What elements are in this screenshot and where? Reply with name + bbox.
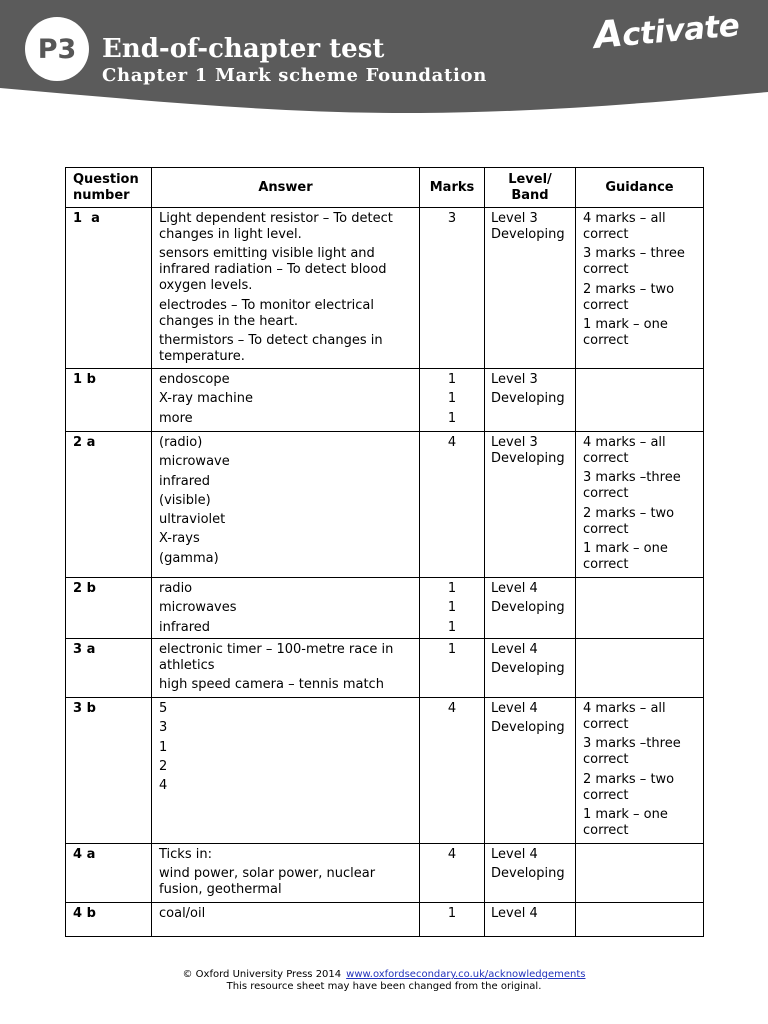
guidance-text: 2 marks – two correct xyxy=(583,281,675,313)
question-number-cell xyxy=(66,369,152,432)
marks-cell xyxy=(420,208,485,369)
level-band-cell xyxy=(485,208,576,369)
table-row-2b xyxy=(66,578,704,639)
table-row-2a xyxy=(66,432,704,578)
level-band-cell xyxy=(485,844,576,903)
guidance-cell xyxy=(576,369,704,432)
question-number: 1 b xyxy=(73,372,96,387)
level-band-text: Level 3 xyxy=(491,372,538,387)
question-number-cell xyxy=(66,432,152,578)
guidance-text: 4 marks – all correct xyxy=(583,211,666,242)
page-title: End-of-chapter test xyxy=(102,34,385,64)
marks-value: 1 xyxy=(447,600,457,616)
answer-line: 1 xyxy=(159,739,168,755)
guidance-text: 3 marks –three correct xyxy=(583,736,681,768)
level-band-text: Developing xyxy=(491,391,565,407)
answer-line: 5 xyxy=(159,701,168,716)
chapter-badge: P3 xyxy=(25,17,89,81)
answer-cell xyxy=(152,698,420,844)
marks-cell xyxy=(420,369,485,432)
table-header-row xyxy=(66,168,704,208)
table-row-1a xyxy=(66,208,704,369)
question-number: 2 b xyxy=(73,581,96,596)
answer-line: 4 xyxy=(159,778,168,794)
answer-line: (visible) xyxy=(159,492,211,508)
level-band-text: Developing xyxy=(491,720,565,736)
answer-line: (radio) xyxy=(159,435,203,450)
guidance-text: 3 marks – three correct xyxy=(583,246,685,278)
answer-line: X-rays xyxy=(159,531,200,547)
marks-value: 1 xyxy=(447,642,457,657)
answer-cell xyxy=(152,578,420,639)
answer-line: 3 xyxy=(159,720,168,736)
guidance-cell xyxy=(576,844,704,903)
level-band-text: Developing xyxy=(491,866,565,882)
question-number-cell xyxy=(66,844,152,903)
table-row-4a xyxy=(66,844,704,903)
footer-line-1 xyxy=(0,969,768,981)
answer-line: more xyxy=(159,410,193,426)
marks-cell xyxy=(420,639,485,698)
page-subtitle: Chapter 1 Mark scheme Foundation xyxy=(102,65,488,86)
marks-value: 3 xyxy=(447,211,457,226)
guidance-text: 1 mark – one correct xyxy=(583,540,668,572)
level-band-cell xyxy=(485,903,576,937)
question-number: 3 b xyxy=(73,701,96,716)
column-header-question-number: Question number xyxy=(66,168,152,208)
answer-cell xyxy=(152,208,420,369)
answer-cell xyxy=(152,903,420,937)
answer-line: high speed camera – tennis match xyxy=(159,677,384,693)
table-row-1b xyxy=(66,369,704,432)
answer-line: (gamma) xyxy=(159,550,219,566)
column-header-level-band: Level/ Band xyxy=(485,168,576,208)
answer-cell xyxy=(152,844,420,903)
marks-cell xyxy=(420,432,485,578)
answer-cell xyxy=(152,432,420,578)
guidance-text: 2 marks – two correct xyxy=(583,771,675,803)
guidance-text: 1 mark – one correct xyxy=(583,806,668,838)
level-band-text: Level 4 xyxy=(491,701,538,716)
answer-line: ultraviolet xyxy=(159,512,226,528)
table-row-3a xyxy=(66,639,704,698)
question-number-cell xyxy=(66,698,152,844)
answer-line: electrodes – To monitor electrical changes in the heart. xyxy=(159,297,375,329)
question-number-cell xyxy=(66,208,152,369)
answer-line: Light dependent resistor – To detect changes in light level. xyxy=(159,211,393,242)
question-number: 4 b xyxy=(73,906,96,921)
answer-line: X-ray machine xyxy=(159,391,253,407)
level-band-cell xyxy=(485,369,576,432)
level-band-cell xyxy=(485,698,576,844)
guidance-text: 4 marks – all correct xyxy=(583,701,666,732)
column-header-guidance: Guidance xyxy=(576,168,704,208)
question-number-cell xyxy=(66,578,152,639)
acknowledgements-link[interactable]: www.oxfordsecondary.co.uk/acknowledgements xyxy=(346,969,586,980)
guidance-text: 3 marks –three correct xyxy=(583,470,681,502)
level-band-cell xyxy=(485,432,576,578)
level-band-text: Level 4 xyxy=(491,581,538,596)
marks-value: 1 xyxy=(447,906,457,921)
level-band-text: Developing xyxy=(491,600,565,616)
question-number: 3 a xyxy=(73,642,96,657)
copyright-text: © Oxford University Press 2014 xyxy=(182,969,342,980)
marks-value: 1 xyxy=(447,619,457,635)
answer-line: 2 xyxy=(159,758,168,774)
question-number-cell xyxy=(66,639,152,698)
level-band-text: Level 3 Developing xyxy=(491,435,565,466)
answer-line: coal/oil xyxy=(159,906,206,921)
marks-cell xyxy=(420,903,485,937)
question-number: 1 a xyxy=(73,211,100,226)
guidance-cell xyxy=(576,432,704,578)
level-band-text: Level 4 xyxy=(491,847,538,862)
guidance-cell xyxy=(576,698,704,844)
marks-value: 4 xyxy=(447,847,457,862)
table-row-4b xyxy=(66,903,704,937)
answer-cell xyxy=(152,369,420,432)
guidance-cell xyxy=(576,578,704,639)
marks-value: 1 xyxy=(447,391,457,407)
marks-cell xyxy=(420,844,485,903)
answer-line: electronic timer – 100-metre race in athletics xyxy=(159,642,394,673)
level-band-text: Level 3 Developing xyxy=(491,211,565,242)
level-band-cell xyxy=(485,578,576,639)
answer-line: Ticks in: xyxy=(159,847,212,862)
column-header-answer: Answer xyxy=(152,168,420,208)
question-number: 2 a xyxy=(73,435,96,450)
marks-value: 1 xyxy=(447,410,457,426)
answer-line: infrared xyxy=(159,619,211,635)
answer-line: microwaves xyxy=(159,600,237,616)
marks-value: 4 xyxy=(447,435,457,450)
question-number-cell xyxy=(66,903,152,937)
marks-value: 4 xyxy=(447,701,457,716)
answer-line: microwave xyxy=(159,454,230,470)
answer-line: infrared xyxy=(159,473,211,489)
question-number: 4 a xyxy=(73,847,96,862)
answer-cell xyxy=(152,639,420,698)
page-footer xyxy=(0,969,768,993)
mark-scheme-table xyxy=(65,167,704,937)
marks-value: 1 xyxy=(447,581,457,596)
level-band-cell xyxy=(485,639,576,698)
footer-note: This resource sheet may have been changed from the original. xyxy=(226,981,542,992)
guidance-cell xyxy=(576,903,704,937)
guidance-cell xyxy=(576,639,704,698)
level-band-text: Level 4 xyxy=(491,906,538,921)
guidance-text: 1 mark – one correct xyxy=(583,316,668,348)
answer-line: sensors emitting visible light and infrared radiation – To detect blood oxygen levels. xyxy=(159,246,387,294)
marks-cell xyxy=(420,698,485,844)
guidance-text: 4 marks – all correct xyxy=(583,435,666,466)
guidance-cell xyxy=(576,208,704,369)
level-band-text: Developing xyxy=(491,661,565,677)
answer-line: endoscope xyxy=(159,372,230,387)
guidance-text: 2 marks – two correct xyxy=(583,505,675,537)
answer-line: wind power, solar power, nuclear fusion, geothermal xyxy=(159,866,376,898)
answer-line: thermistors – To detect changes in temperature. xyxy=(159,332,383,364)
marks-cell xyxy=(420,578,485,639)
activate-logo: Activate xyxy=(592,7,741,58)
level-band-text: Level 4 xyxy=(491,642,538,657)
column-header-marks: Marks xyxy=(420,168,485,208)
table-row-3b xyxy=(66,698,704,844)
answer-line: radio xyxy=(159,581,193,596)
marks-value: 1 xyxy=(447,372,457,387)
